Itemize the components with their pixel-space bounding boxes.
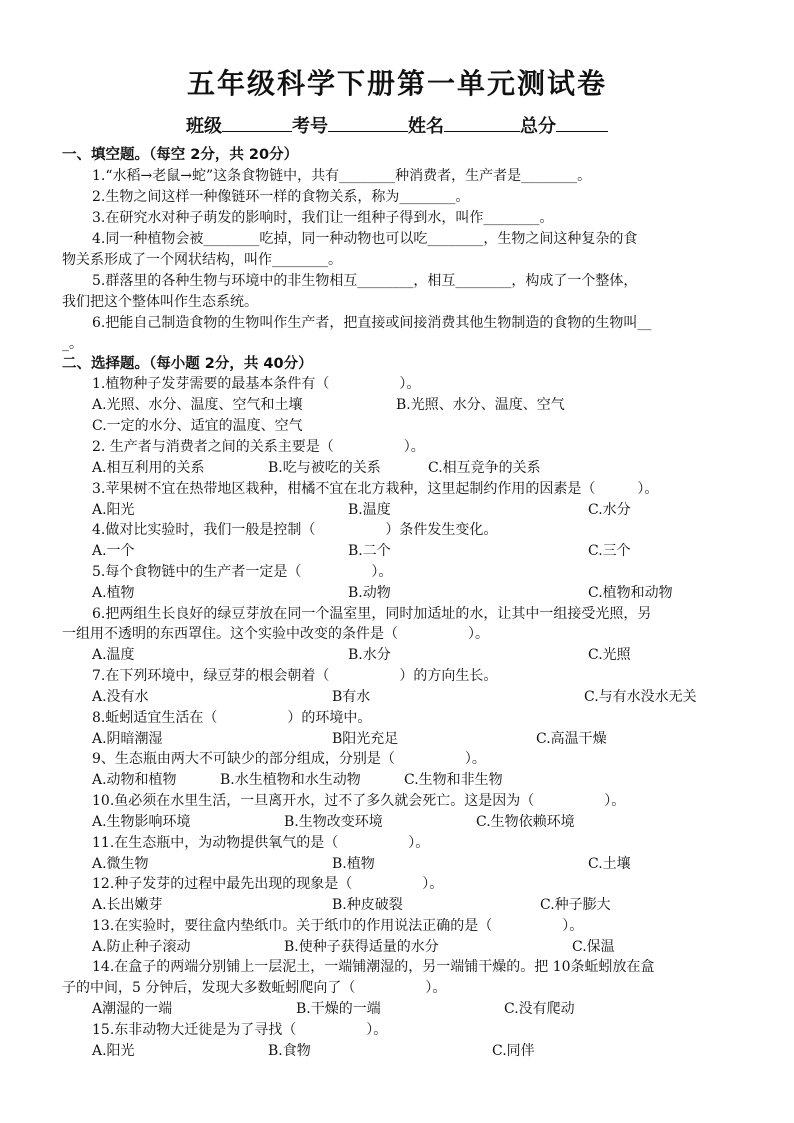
choice-q12-opt-c: C.种子膨大 <box>540 897 611 913</box>
choice-q10-opt-c: C.生物依赖环境 <box>476 814 575 830</box>
choice-q8-opt-a: A.阴暗潮湿 <box>92 731 163 747</box>
name-blank[interactable] <box>444 113 520 132</box>
number-label: 考号 <box>292 116 328 137</box>
fill-q1: 1.“水稻→老鼠→蛇”这条食物链中，共有________种消费者，生产者是________。 <box>92 168 592 184</box>
choice-q4-opt-a: A.一个 <box>92 543 135 559</box>
choice-q13-opt-c: C.保温 <box>572 939 615 955</box>
class-label: 班级 <box>186 116 222 137</box>
choice-q8-opt-c: C.高温干燥 <box>536 731 607 747</box>
choice-q6-opt-a: A.温度 <box>92 647 135 663</box>
choice-q13-opt-a: A.防止种子滚动 <box>92 939 191 955</box>
choice-q6-stem-cont: 一组用不透明的东西罩住。这个实验中改变的条件是（ ）。 <box>62 626 489 642</box>
choice-q14-stem-cont: 子的中间，5 分钟后，发现大多数蚯蚓爬向了（ ）。 <box>62 980 447 996</box>
score-blank[interactable] <box>556 113 608 132</box>
fill-q4-cont: 物关系形成了一个网状结构，叫作________。 <box>62 252 342 268</box>
choice-q11-stem: 11.在生态瓶中，为动物提供氧气的是（ ）。 <box>92 835 430 851</box>
choice-q1-opt-a: A.光照、水分、温度、空气和土壤 <box>92 397 303 413</box>
student-info-row <box>0 112 794 138</box>
choice-q9-opt-c: C.生物和非生物 <box>404 772 503 788</box>
choice-q12-opt-b: B.种皮破裂 <box>332 897 403 913</box>
choice-q6-opt-b: B.水分 <box>348 647 391 663</box>
name-label: 姓名 <box>408 116 444 137</box>
fill-q3: 3.在研究水对种子萌发的影响时，我们让一组种子得到水，叫作________。 <box>92 210 554 226</box>
choice-q8-stem: 8.蚯蚓适宜生活在（ ）的环境中。 <box>92 710 372 726</box>
choice-q14-opt-c: C.没有爬动 <box>504 1001 575 1017</box>
choice-q13-opt-b: B.使种子获得适量的水分 <box>284 939 439 955</box>
choice-q6-opt-c: C.光照 <box>588 647 631 663</box>
choice-q8-opt-b: B阳光充足 <box>332 731 399 747</box>
fill-q5-cont: 我们把这个整体叫作生态系统。 <box>62 294 258 310</box>
choice-q9-opt-a: A.动物和植物 <box>92 772 177 788</box>
choice-q9-opt-b: B.水生植物和水生动物 <box>220 772 361 788</box>
choice-q3-stem: 3.苹果树不宜在热带地区栽种，柑橘不宜在北方栽种，这里起制约作用的因素是（ ）。 <box>92 481 659 497</box>
choice-q11-opt-c: C.土壤 <box>588 856 631 872</box>
choice-q14-stem: 14.在盒子的两端分别铺上一层泥土，一端铺潮湿的，另一端铺干燥的。把 10条蚯蚓放在盒 <box>92 959 655 975</box>
number-blank[interactable] <box>328 113 408 132</box>
choice-q4-stem: 4.做对比实验时，我们一般是控制（ ）条件发生变化。 <box>92 522 498 538</box>
choice-q5-stem: 5.每个食物链中的生产者一定是（ ）。 <box>92 564 393 580</box>
choice-q1-opt-c: C.一定的水分、适宜的温度、空气 <box>92 418 303 434</box>
choice-q3-opt-a: A.阳光 <box>92 502 135 518</box>
fill-q5: 5.群落里的各种生物与环境中的非生物相互________，相互________，构成了一个整体， <box>92 273 638 289</box>
choice-q4-opt-b: B.二个 <box>348 543 391 559</box>
choice-q5-opt-a: A.植物 <box>92 585 135 601</box>
choice-q15-opt-c: C.同伴 <box>492 1043 535 1059</box>
choice-q1-opt-b: B.光照、水分、温度、空气 <box>396 397 565 413</box>
choice-q15-opt-a: A.阳光 <box>92 1043 135 1059</box>
choice-q13-stem: 13.在实验时，要往盒内垫纸巾。关于纸巾的作用说法正确的是（ ）。 <box>92 918 584 934</box>
page-title: 五年级科学下册第一单元测试卷 <box>186 67 607 100</box>
choice-q6-stem: 6.把两组生长良好的绿豆芽放在同一个温室里，同时加适址的水，让其中一组接受光照，另 <box>92 606 652 622</box>
choice-q3-opt-b: B.温度 <box>348 502 391 518</box>
choice-q10-opt-b: B.生物改变环境 <box>284 814 383 830</box>
choice-q12-stem: 12.种子发芽的过程中最先出现的现象是（ ）。 <box>92 876 444 892</box>
choice-q9-stem: 9、生态瓶由两大不可缺少的部分组成，分别是（ ）。 <box>92 751 486 767</box>
choice-q7-opt-b: B有水 <box>332 689 371 705</box>
fill-q6: 6.把能自己制造食物的生物叫作生产者，把直接或间接消费其他生物制造的食物的生物叫__ <box>92 315 652 331</box>
choice-q2-opt-b: B.吃与被吃的关系 <box>268 460 381 476</box>
choice-q12-opt-a: A.长出嫩芽 <box>92 897 163 913</box>
choice-q2-opt-a: A.相互利用的关系 <box>92 460 205 476</box>
choice-q2-stem: 2. 生产者与消费者之间的关系主要是（ ）。 <box>92 439 425 455</box>
choice-q15-opt-b: B.食物 <box>268 1043 311 1059</box>
choice-q3-opt-c: C.水分 <box>588 502 631 518</box>
section1-heading: 一、填空题。（每空 2分，共 20分） <box>62 147 299 163</box>
score-label: 总分 <box>520 116 556 137</box>
choice-q10-stem: 10.鱼必须在水里生活，一旦离开水，过不了多久就会死亡。这是因为（ ）。 <box>92 793 626 809</box>
class-blank[interactable] <box>222 113 292 132</box>
fill-q6-cont: _。 <box>62 336 83 352</box>
choice-q5-opt-c: C.植物和动物 <box>588 585 673 601</box>
fill-q2: 2.生物之间这样一种像链环一样的食物关系，称为________。 <box>92 189 470 205</box>
choice-q11-opt-a: A.微生物 <box>92 856 149 872</box>
choice-q5-opt-b: B.动物 <box>348 585 391 601</box>
choice-q2-opt-c: C.相互竞争的关系 <box>428 460 541 476</box>
choice-q7-opt-c: C.与有水没水无关 <box>584 689 697 705</box>
choice-q7-opt-a: A.没有水 <box>92 689 149 705</box>
fill-q4: 4.同一种植物会被________吃掉，同一种动物也可以吃________，生物之间这种复杂的食 <box>92 231 638 247</box>
choice-q10-opt-a: A.生物影响环境 <box>92 814 191 830</box>
choice-q14-opt-b: B.干燥的一端 <box>296 1001 381 1017</box>
choice-q7-stem: 7.在下列环境中，绿豆芽的根会朝着（ ）的方向生长。 <box>92 668 498 684</box>
section2-heading: 二、选择题。（每小题 2分，共 40分） <box>62 356 313 372</box>
choice-q1-stem: 1.植物种子发芽需要的最基本条件有（ ）。 <box>92 376 421 392</box>
choice-q15-stem: 15.东非动物大迁徙是为了寻找（ ）。 <box>92 1022 388 1038</box>
choice-q14-opt-a: A潮湿的一端 <box>92 1001 173 1017</box>
choice-q4-opt-c: C.三个 <box>588 543 631 559</box>
choice-q11-opt-b: B.植物 <box>332 856 375 872</box>
